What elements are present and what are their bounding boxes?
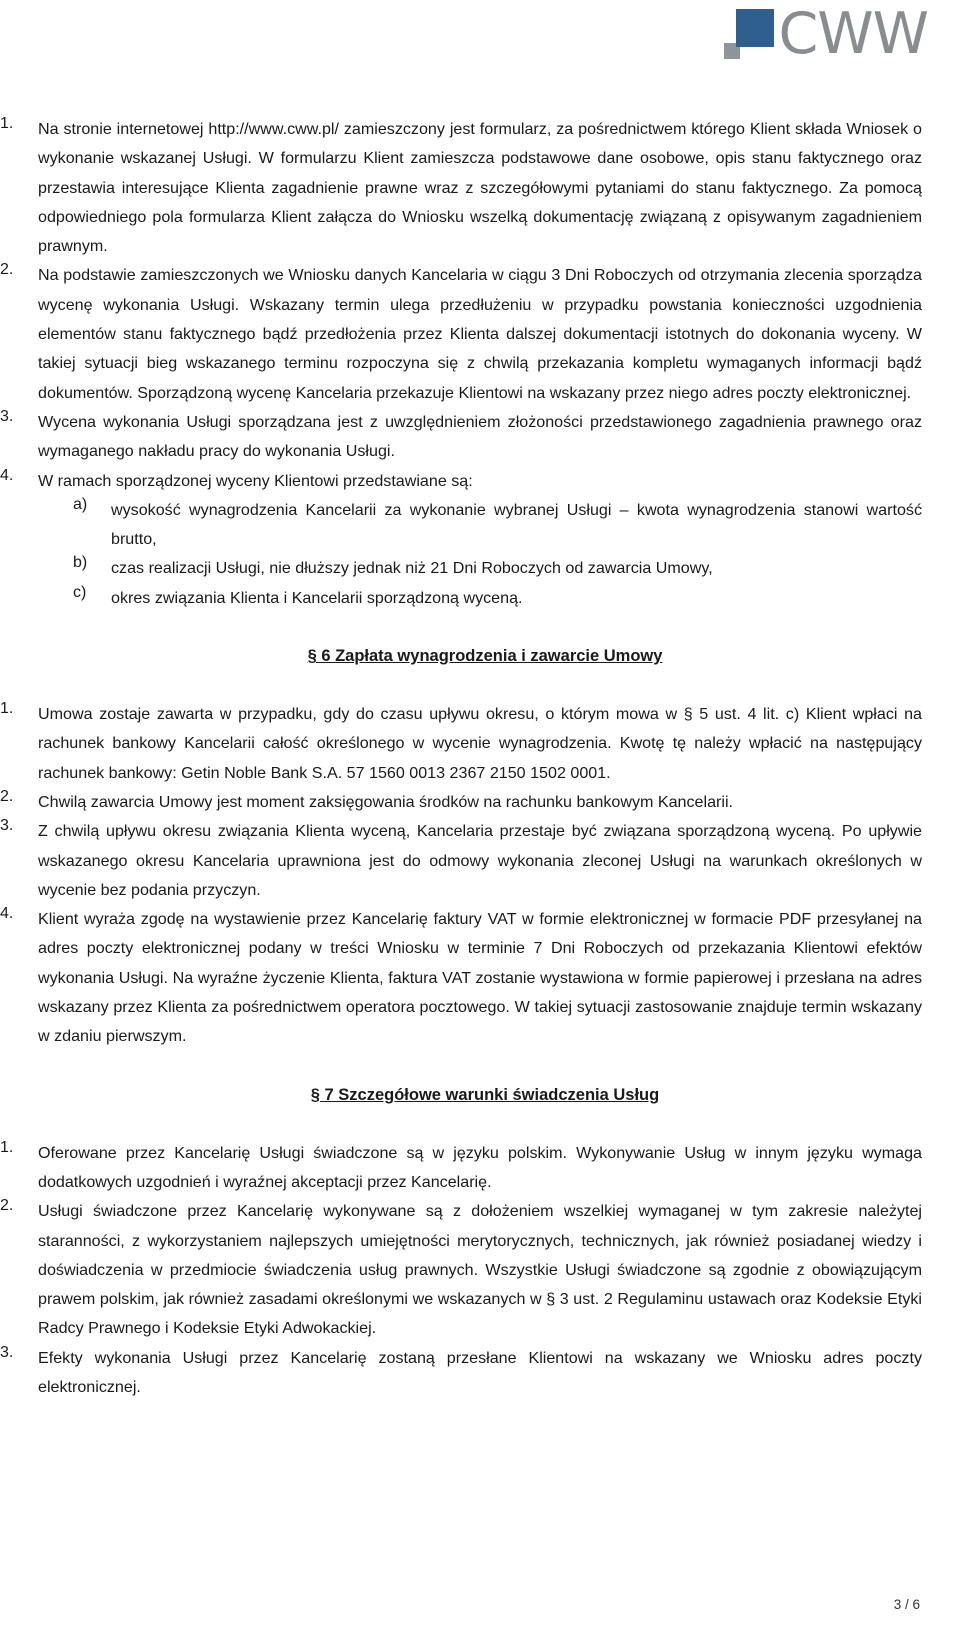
item-number: 1. [0, 1138, 14, 1156]
list-item [0, 700, 960, 788]
section-6-heading: § 6 Zapłata wynagrodzenia i zawarcie Umowy [307, 647, 663, 666]
item-number: 3. [0, 1343, 14, 1361]
item-number: 3. [0, 407, 14, 425]
list-item [0, 261, 960, 407]
logo-mark-icon [724, 9, 774, 59]
item-text: Na stronie internetowej http://www.cww.pl/ zamieszczony jest formularz, za pośrednictwem którego Klient składa Wniosek o wykonanie wskazanej Usługi. W formularzu Klient zamieszcza podstawowe dane osobowe, opis stanu faktycznego oraz przestawia interesujące Klienta zagadnienie prawne wraz z szczegółowymi pytaniami do stanu faktycznego. Za pomocą odpowiedniego pola formularza Klient załącza do Wniosku wszelką dokumentację związaną z opisywanym zagadnieniem prawnym. [38, 120, 922, 256]
list-item [0, 1344, 960, 1403]
item-number: 1. [0, 700, 14, 718]
sub-list-item [38, 554, 960, 583]
item-text: W ramach sporządzonej wyceny Klientowi przedstawiane są: [38, 471, 473, 490]
list-item [0, 408, 960, 467]
sub-item-text: czas realizacji Usługi, nie dłuższy jednak niż 21 Dni Roboczych od zawarcia Umowy, [111, 559, 713, 578]
list-item [0, 817, 960, 905]
section-6-list [0, 700, 960, 1052]
item-number: 2. [0, 1197, 14, 1215]
list-item [0, 905, 960, 1051]
item-text: Efekty wykonania Usługi przez Kancelarię zostaną przesłane Klientowi na wskazany we Wniosku adres poczty elektronicznej. [38, 1348, 922, 1396]
sub-item-text: wysokość wynagrodzenia Kancelarii za wykonanie wybranej Usługi – kwota wynagrodzenia stanowi wartość brutto, [111, 500, 922, 549]
item-text: Chwilą zawarcia Umowy jest moment zaksięgowania środków na rachunku bankowym Kancelarii. [38, 792, 734, 811]
sub-list-item [38, 584, 960, 613]
sub-item-text: okres związania Klienta i Kancelarii sporządzoną wyceną. [111, 588, 523, 607]
sub-item-letter: b) [73, 554, 88, 572]
section-5-list [0, 115, 960, 496]
page-number: 3 / 6 [893, 1597, 920, 1612]
sub-item-letter: a) [73, 495, 88, 513]
list-item [0, 1197, 960, 1343]
company-logo [724, 1, 928, 67]
list-item [0, 467, 960, 496]
item-text: Klient wyraża zgodę na wystawienie przez Kancelarię faktury VAT w formie elektronicznej w formacie PDF przesyłanej na adres poczty elektronicznej podany w treści Wniosku w terminie 7 Dni Roboczych od przekazania Klientowi efektów wykonania Usługi. Na wyraźne życzenie Klienta, faktura VAT zostanie wystawiona w formie papierowej i przesłana na adres wskazany przez Klienta za pośrednictwem operatora pocztowego. W takiej sytuacji zastosowanie znajduje termin wskazany w zdaniu pierwszym. [38, 910, 922, 1046]
item-text: Na podstawie zamieszczonych we Wniosku danych Kancelaria w ciągu 3 Dni Roboczych od otrzymania zlecenia sporządza wycenę wykonania Usługi. Wskazany termin ulega przedłużeniu w przypadku powstania konieczności uzgodnienia elementów stanu faktycznego bądź przedłożenia przez Klienta dalszej dokumentacji istotnych do dokonania wyceny. W takiej sytuacji bieg wskazanego terminu rozpoczyna się z chwilą przekazania kompletu wymaganych informacji bądź dokumentów. Sporządzoną wycenę Kancelaria przekazuje Klientowi na wskazany przez niego adres poczty elektronicznej. [38, 266, 922, 402]
item-number: 4. [0, 466, 14, 484]
item-number: 1. [0, 115, 14, 132]
item-number: 3. [0, 817, 14, 835]
section-5-sublist [0, 496, 960, 613]
item-text: Oferowane przez Kancelarię Usługi świadczone są w języku polskim. Wykonywanie Usług w innym języku wymaga dodatkowych uzgodnień i wyraźnej akceptacji przez Kancelarię. [38, 1143, 922, 1191]
sub-list-item [38, 496, 960, 555]
item-text: Umowa zostaje zawarta w przypadku, gdy do czasu upływu okresu, o którym mowa w § 5 ust. 4 lit. c) Klient wpłaci na rachunek bankowy Kancelarii całość określonego w wycenie wynagrodzenia. Kwotę tę należy wpłacić na następujący rachunek bankowy: Getin Noble Bank S.A. 57 1560 0013 2367 2150 1502 0001. [38, 705, 922, 782]
item-number: 2. [0, 787, 14, 805]
item-text: Z chwilą upływu okresu związania Klienta wyceną, Kancelaria przestaje być związana sporządzoną wyceną. Po upływie wskazanego okresu Kancelaria uprawniona jest do odmowy wykonania zleconej Usługi na warunkach określonych w wycenie bez podania przyczyn. [38, 822, 922, 899]
section-7-list [0, 1139, 960, 1403]
item-text: Wycena wykonania Usługi sporządzana jest z uwzględnieniem złożoności przedstawionego zagadnienia prawnego oraz wymaganego nakładu pracy do wykonania Usługi. [38, 412, 922, 461]
list-item [0, 788, 960, 817]
logo-text: CWW [778, 1, 928, 67]
item-number: 2. [0, 261, 14, 279]
sub-item-letter: c) [73, 583, 87, 601]
item-number: 4. [0, 905, 14, 923]
list-item [0, 115, 960, 261]
item-text: Usługi świadczone przez Kancelarię wykonywane są z dołożeniem wszelkiej wymaganej w tym zakresie należytej staranności, z wykorzystaniem najlepszych umiejętności merytorycznych, technicznych, jak również posiadanej wiedzy i doświadczenia w przedmiocie świadczenia usług prawnych. Wszystkie Usługi świadczone są zgodnie z obowiązującym prawem polskim, jak również zasadami określonymi we wskazanych w § 3 ust. 2 Regulaminu ustawach oraz Kodeksie Etyki Radcy Prawnego i Kodeksie Etyki Adwokackiej. [38, 1202, 922, 1338]
document-body [0, 115, 960, 1402]
section-7-heading: § 7 Szczegółowe warunki świadczenia Usług [310, 1085, 660, 1104]
list-item [0, 1139, 960, 1198]
